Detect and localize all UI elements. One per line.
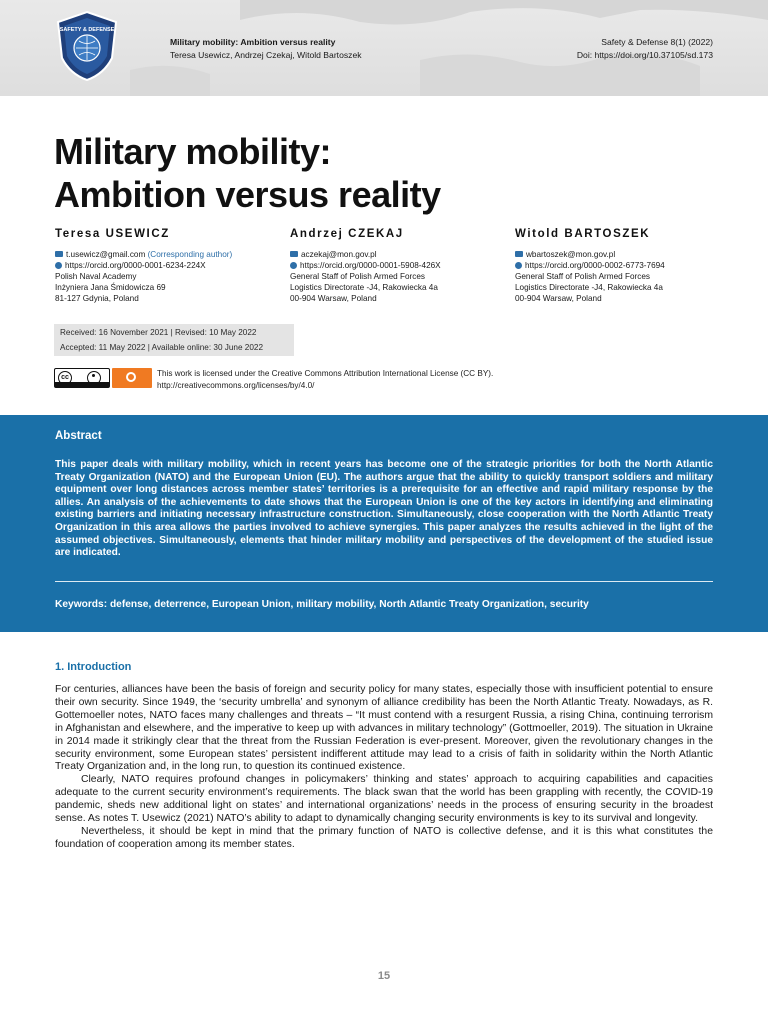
- author-block: [55, 228, 275, 304]
- author-affiliation: General Staff of Polish Armed Forces: [515, 272, 651, 281]
- envelope-icon: [55, 251, 63, 257]
- author-email-line: [515, 249, 735, 260]
- keywords-list: defense, deterrence, European Union, military mobility, North Atlantic Treaty Organization, security: [109, 599, 589, 610]
- page-number: 15: [377, 970, 391, 982]
- author-email[interactable]: t.usewicz@gmail.com: [66, 250, 146, 259]
- cc-by-badge[interactable]: [54, 368, 110, 388]
- paragraph: Nevertheless, it should be kept in mind that the primary function of NATO is collective defense, and it is this what constitutes the foundation of cooperation among its member states.: [55, 825, 713, 850]
- author-address: Logistics Directorate -J4, Rakowiecka 4a: [290, 283, 438, 292]
- header-left: [170, 36, 362, 62]
- abstract-divider: [55, 581, 713, 582]
- doi-link[interactable]: Doi: https://doi.org/10.37105/sd.173: [576, 50, 713, 60]
- keywords: [55, 599, 589, 610]
- cc-by-label-bar: [55, 382, 109, 387]
- dates-accepted-online: Accepted: 11 May 2022 | Available online: 30 June 2022: [60, 342, 264, 352]
- author-city: 00-904 Warsaw, Poland: [515, 294, 602, 303]
- author-orcid[interactable]: https://orcid.org/0000-0001-5908-426X: [300, 261, 441, 270]
- publication-dates: [54, 324, 294, 356]
- author-affiliation: Polish Naval Academy: [55, 272, 137, 281]
- journal-issue: Safety & Defense 8(1) (2022): [601, 37, 713, 47]
- title-line-2: Ambition versus reality: [54, 174, 441, 215]
- license-text: [157, 368, 493, 391]
- abstract-panel: [0, 415, 768, 632]
- abstract-text: This paper deals with military mobility, which in recent years has become one of the strategic priorities for both the North Atlantic Treaty Organization (NATO) and the European Union (EU). The authors argue that the ability to quickly transport soldiers and military equipment over long distances across member states’ territories is a prerequisite for an effective and rapid military response by the allies. An analysis of the achievements to date shows that the European Union is one of the key actors in identifying and eliminating existing barriers and initiating necessary infrastructure construction. Simultaneously, close cooperation with the North Atlantic Treaty Organization in this area allows the parties involved to achieve synergies. This paper analyzes the results achieved in the light of the assumed objectives. Simultaneously, elements that hinder military mobility and perspectives of the development of the studied issue are indicated.: [55, 459, 713, 559]
- author-orcid-line: [55, 260, 275, 271]
- logo-text: SAFETY & DEFENSE: [59, 27, 115, 33]
- author-address: Logistics Directorate -J4, Rakowiecka 4a: [515, 283, 663, 292]
- license-url[interactable]: http://creativecommons.org/licenses/by/4.0/: [157, 380, 315, 390]
- author-orcid-line: [290, 260, 510, 271]
- open-access-badge[interactable]: [112, 368, 152, 388]
- orcid-icon: [515, 262, 522, 269]
- envelope-icon: [515, 251, 523, 257]
- author-name: Andrzej CZEKAJ: [290, 228, 404, 240]
- author-address: Inżyniera Jana Śmidowicza 69: [55, 283, 166, 292]
- keywords-label: Keywords:: [55, 599, 108, 610]
- orcid-icon: [55, 262, 62, 269]
- author-email[interactable]: wbartoszek@mon.gov.pl: [526, 250, 616, 259]
- author-block: [290, 228, 510, 304]
- running-authors: Teresa Usewicz, Andrzej Czekaj, Witold Bartoszek: [170, 50, 362, 60]
- section-heading: 1. Introduction: [55, 661, 132, 673]
- author-email-line: [290, 249, 510, 260]
- header-right: [577, 36, 713, 62]
- author-block: [515, 228, 735, 304]
- author-orcid[interactable]: https://orcid.org/0000-0001-6234-224X: [65, 261, 206, 270]
- author-orcid-line: [515, 260, 735, 271]
- license-statement: This work is licensed under the Creative Commons Attribution International License (CC BY).: [157, 369, 494, 378]
- author-name: Teresa USEWICZ: [55, 228, 170, 240]
- body-text: [55, 684, 713, 852]
- article-title: [54, 130, 441, 216]
- open-lock-icon: [126, 372, 136, 382]
- author-email-line: [55, 249, 275, 260]
- dates-received-revised: Received: 16 November 2021 | Revised: 10 May 2022: [60, 328, 257, 337]
- envelope-icon: [290, 251, 298, 257]
- journal-header: [0, 0, 768, 96]
- corresponding-note: (Corresponding author): [147, 250, 233, 259]
- running-title: Military mobility: Ambition versus reality: [170, 37, 336, 47]
- author-name: Witold BARTOSZEK: [515, 228, 651, 240]
- author-orcid[interactable]: https://orcid.org/0000-0002-6773-7694: [525, 261, 665, 270]
- orcid-icon: [290, 262, 297, 269]
- author-city: 81-127 Gdynia, Poland: [55, 294, 139, 303]
- author-email[interactable]: aczekaj@mon.gov.pl: [301, 250, 377, 259]
- abstract-heading: Abstract: [55, 430, 102, 442]
- author-city: 00-904 Warsaw, Poland: [290, 294, 377, 303]
- title-line-1: Military mobility:: [54, 131, 332, 172]
- paragraph: Clearly, NATO requires profound changes in policymakers’ thinking and states’ approach to acquiring capabilities and capacities adequate to the current security environment’s requirements. The black swan that the world has been grappling with recently, the COVID-19 pandemic, sheds new additional light on states’ and international organizations’ needs in the process of ensuring security in the broadest sense. As notes T. Usewicz (2021) NATO’s ability to adapt to dynamically changing security environments is key to its survival and longevity.: [55, 774, 713, 825]
- paragraph: For centuries, alliances have been the basis of foreign and security policy for many states, especially those with insufficient potential to ensure their own security. Since 1949, the ‘security umbrella’ and synonym of alliance credibility has been the North Atlantic Treaty. Nowadays, as R. Gottemoeller notes, NATO faces many challenges and threats – “It must contend with a resurgent Russia, a rising China, continuing terrorism in Afghanistan and elsewhere, and the imperative to keep up with advances in military technology” (Gottmoeller, 2019). The situation in Ukraine in 2014 made it strikingly clear that the threat from the Russian Federation is ever-present. Moreover, given the revolutionary changes in the security environment, some European states’ persistent indifferent attitude may lead to a crisis of faith in solidarity within the North Atlantic Treaty Organization and, in the long run, to question its continued existence.: [55, 684, 713, 773]
- safety-defense-logo: [54, 10, 120, 82]
- author-affiliation: General Staff of Polish Armed Forces: [290, 272, 426, 281]
- cc-icon: cc: [58, 371, 72, 385]
